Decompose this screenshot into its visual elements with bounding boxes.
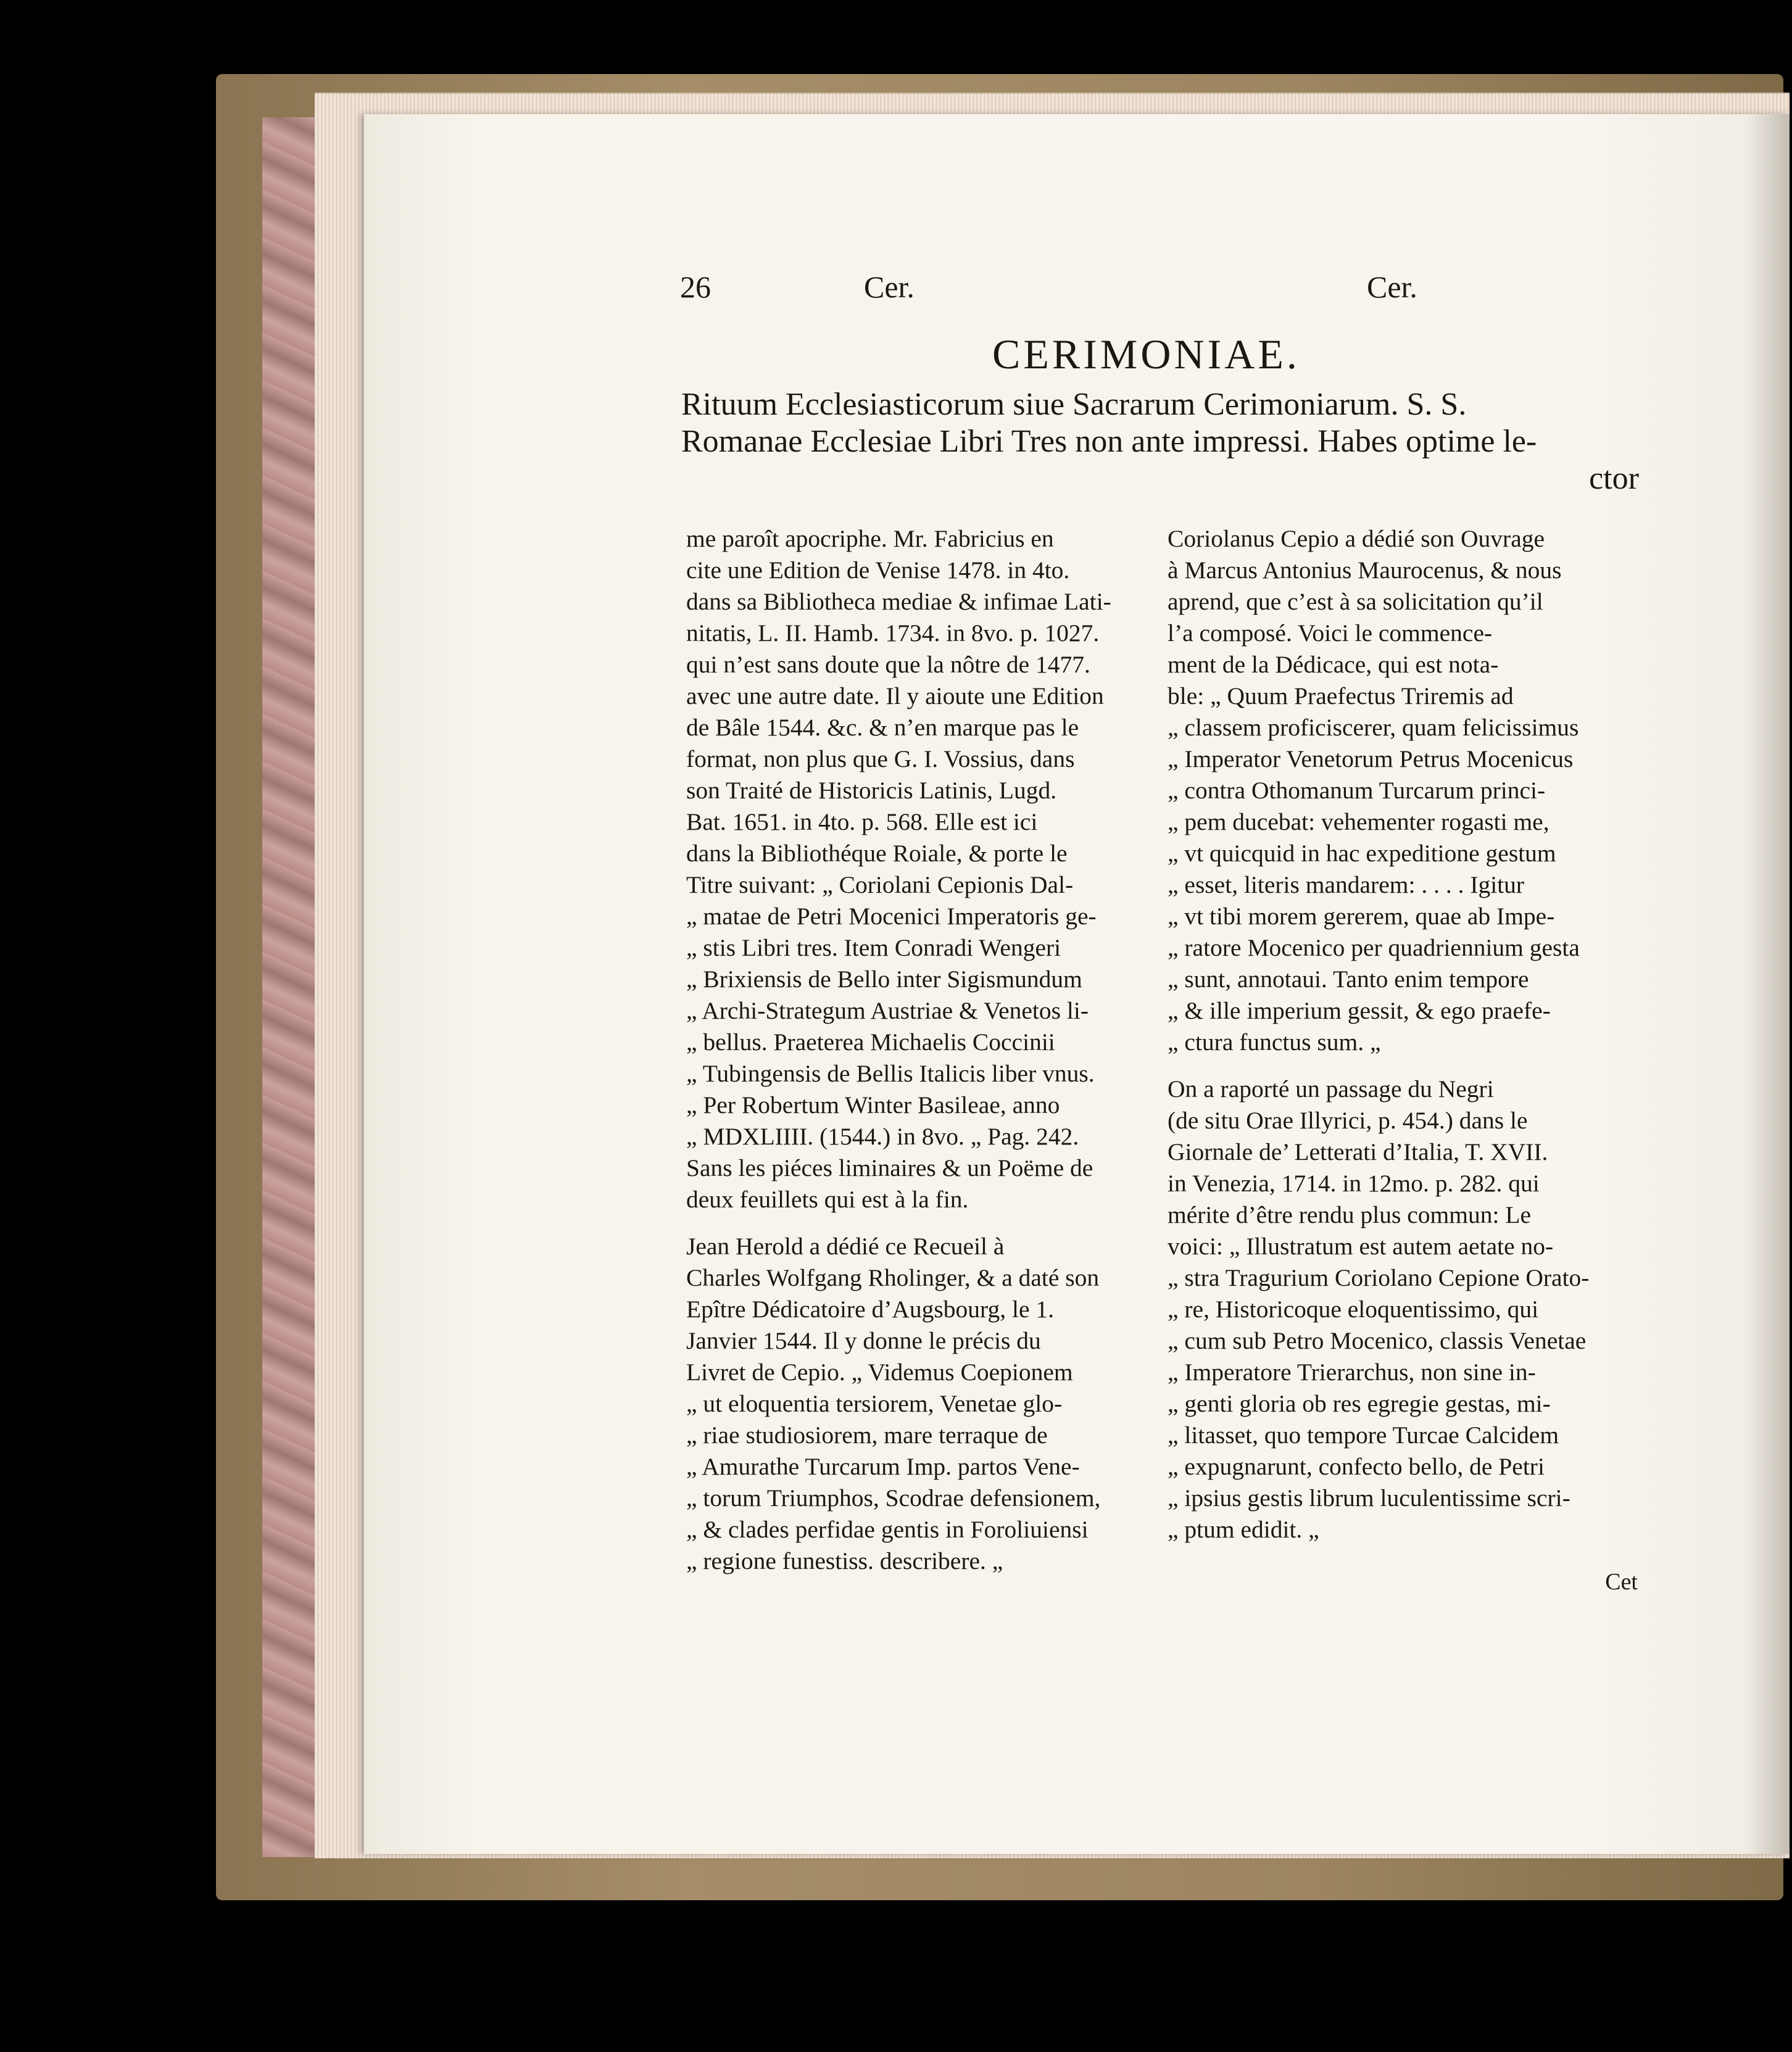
text-line: „ genti gloria ob res egregie gestas, mi-: [1168, 1390, 1551, 1417]
text-line: mérite d’être rendu plus commun: Le: [1168, 1201, 1532, 1228]
marbled-endpaper: [262, 117, 318, 1857]
text-line: nitatis, L. II. Hamb. 1734. in 8vo. p. 1027.: [686, 619, 1100, 647]
text-line: On a raporté un passage du Negri: [1168, 1075, 1494, 1103]
paragraph-gap: [686, 1215, 1155, 1231]
text-line: „ bellus. Praeterea Michaelis Coccinii: [686, 1028, 1055, 1056]
intro-line: Rituum Ecclesiasticorum siue Sacrarum Cerimoniarum. S. S.: [681, 387, 1467, 422]
text-line: „ Per Robertum Winter Basileae, anno: [686, 1091, 1060, 1119]
text-line: Epître Dédicatoire d’Augsbourg, le 1.: [686, 1296, 1054, 1323]
text-line: „ matae de Petri Mocenici Imperatoris ge-: [686, 903, 1097, 930]
text-line: dans sa Bibliotheca mediae & infimae Lati-: [686, 588, 1111, 615]
text-line: Charles Wolfgang Rholinger, & a daté son: [686, 1264, 1100, 1291]
text-line: „ & ille imperium gessit, & ego praefe-: [1168, 997, 1551, 1024]
text-line: l’a composé. Voici le commence-: [1168, 619, 1493, 647]
text-line: „ cum sub Petro Mocenico, classis Venetae: [1168, 1327, 1587, 1354]
text-line: „ MDXLIIII. (1544.) in 8vo. „ Pag. 242.: [686, 1123, 1079, 1150]
text-line: „ sunt, annotaui. Tanto enim tempore: [1168, 966, 1529, 993]
text-line: Livret de Cepio. „ Videmus Coepionem: [686, 1359, 1073, 1386]
text-line: de Bâle 1544. &c. & n’en marque pas le: [686, 714, 1079, 741]
text-line: „ Tubingensis de Bellis Italicis liber vnus.: [686, 1060, 1095, 1087]
text-line: Bat. 1651. in 4to. p. 568. Elle est ici: [686, 808, 1038, 835]
text-line: „ pem ducebat: vehementer rogasti me,: [1168, 808, 1549, 835]
text-column-left: [686, 523, 1155, 1577]
text-line: „ ctura functus sum. „: [1168, 1028, 1381, 1056]
text-line: „ classem proficiscerer, quam felicissimus: [1168, 714, 1579, 741]
text-line: Giornale de’ Letterati d’Italia, T. XVII.: [1168, 1138, 1548, 1165]
text-line: „ riae studiosiorem, mare terraque de: [686, 1421, 1048, 1449]
text-column-right: [1168, 523, 1636, 1545]
paragraph-gap: [1168, 1058, 1636, 1074]
entry-title: CERIMONIAE.: [992, 331, 1300, 378]
text-line: à Marcus Antonius Maurocenus, & nous: [1168, 556, 1562, 584]
text-line: me paroît apocriphe. Mr. Fabricius en: [686, 525, 1054, 552]
text-line: „ Imperatore Trierarchus, non sine in-: [1168, 1359, 1536, 1386]
text-line: Sans les piéces liminaires & un Poëme de: [686, 1154, 1093, 1181]
text-line: „ contra Othomanum Turcarum princi-: [1168, 777, 1546, 804]
gutter-shadow: [1746, 114, 1790, 1854]
text-line: (de situ Orae Illyrici, p. 454.) dans le: [1168, 1107, 1528, 1134]
text-line: Jean Herold a dédié ce Recueil à: [686, 1233, 1005, 1260]
text-line: „ ut eloquentia tersiorem, Venetae glo-: [686, 1390, 1063, 1417]
text-line: son Traité de Historicis Latinis, Lugd.: [686, 777, 1057, 804]
text-line: ble: „ Quum Praefectus Triremis ad: [1168, 682, 1514, 710]
text-line: deux feuillets qui est à la fin.: [686, 1186, 969, 1213]
text-line: Coriolanus Cepio a dédié son Ouvrage: [1168, 525, 1545, 552]
text-line: „ ipsius gestis librum luculentissime scri-: [1168, 1484, 1570, 1512]
text-line: „ vt quicquid in hac expeditione gestum: [1168, 840, 1556, 867]
text-line: „ Imperator Venetorum Petrus Mocenicus: [1168, 745, 1574, 772]
text-line: „ Amurathe Turcarum Imp. partos Vene-: [686, 1453, 1080, 1480]
text-line: qui n’est sans doute que la nôtre de 1477.: [686, 651, 1090, 678]
intro-line: ctor: [1589, 461, 1639, 496]
text-line: „ re, Historicoque eloquentissimo, qui: [1168, 1296, 1539, 1323]
text-line: Titre suivant: „ Coriolani Cepionis Dal-: [686, 871, 1074, 898]
text-line: format, non plus que G. I. Vossius, dans: [686, 745, 1075, 772]
text-line: „ vt tibi morem gererem, quae ab Impe-: [1168, 903, 1555, 930]
page-number: 26: [680, 270, 711, 304]
text-line: voici: „ Illustratum est autem aetate no-: [1168, 1233, 1554, 1260]
text-line: „ Archi-Strategum Austriae & Venetos li-: [686, 997, 1089, 1024]
text-line: „ ptum edidit. „: [1168, 1516, 1319, 1543]
text-line: „ torum Triumphos, Scodrae defensionem,: [686, 1484, 1101, 1512]
text-line: avec une autre date. Il y aioute une Edition: [686, 682, 1104, 710]
text-line: „ litasset, quo tempore Turcae Calcidem: [1168, 1421, 1559, 1449]
text-line: „ stis Libri tres. Item Conradi Wengeri: [686, 934, 1061, 961]
text-line: „ esset, literis mandarem: . . . . Igitur: [1168, 871, 1525, 898]
text-line: dans la Bibliothéque Roiale, & porte le: [686, 840, 1068, 867]
catchword: Cet: [1605, 1569, 1638, 1595]
text-line: „ & clades perfidae gentis in Foroliuiensi: [686, 1516, 1089, 1543]
text-line: „ expugnarunt, confecto bello, de Petri: [1168, 1453, 1545, 1480]
text-line: „ ratore Mocenico per quadriennium gesta: [1168, 934, 1580, 961]
running-head-left: Cer.: [864, 270, 915, 304]
intro-line: Romanae Ecclesiae Libri Tres non ante impressi. Habes optime le-: [681, 424, 1537, 459]
text-line: in Venezia, 1714. in 12mo. p. 282. qui: [1168, 1170, 1540, 1197]
text-line: cite une Edition de Venise 1478. in 4to.: [686, 556, 1070, 584]
text-line: „ stra Tragurium Coriolano Cepione Orato-: [1168, 1264, 1590, 1291]
text-line: aprend, que c’est à sa solicitation qu’il: [1168, 588, 1543, 615]
running-head-right: Cer.: [1367, 270, 1417, 304]
text-line: Janvier 1544. Il y donne le précis du: [686, 1327, 1041, 1354]
text-line: ment de la Dédicace, qui est nota-: [1168, 651, 1499, 678]
text-line: „ regione funestiss. describere. „: [686, 1547, 1003, 1574]
text-line: „ Brixiensis de Bello inter Sigismundum: [686, 966, 1082, 993]
